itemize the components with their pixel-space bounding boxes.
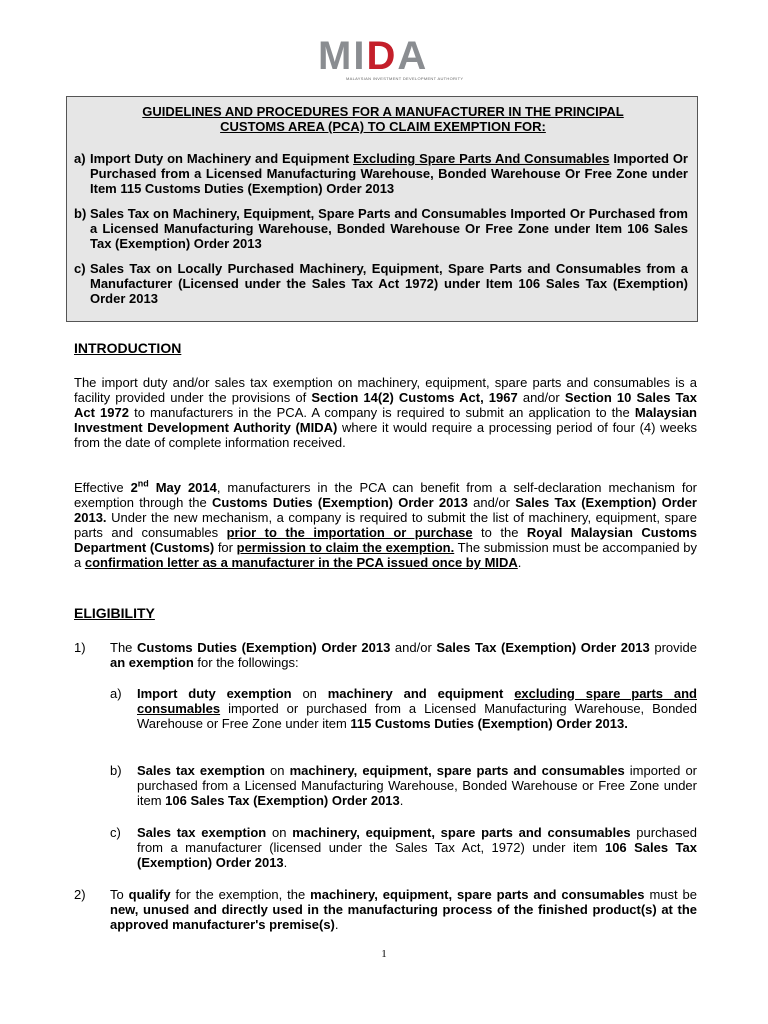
bold-underlined-text: confirmation letter as a manufacturer in the PCA issued once by MIDA — [84, 555, 518, 570]
text: for the followings: — [193, 655, 299, 670]
text: imported or purchased from a Licensed Manufacturing Warehouse, Bonded Warehouse or Free Zone under item — [137, 701, 697, 731]
text: provide — [649, 640, 697, 655]
box-item-text — [90, 151, 688, 196]
bold-text: Royal Malaysian Customs Department (Customs) — [74, 525, 697, 555]
text: . — [283, 855, 288, 870]
text: on — [291, 686, 328, 701]
bold-text: Sales tax exemption — [137, 763, 265, 778]
eligibility-sub-c-text — [137, 825, 697, 870]
eligibility-sub-b-label: b) — [110, 763, 122, 778]
ordinal-suffix: nd — [137, 478, 149, 489]
bold-text: machinery and equipment — [327, 686, 504, 701]
box-item-text-part: Imported Or Purchased from a Licensed Manufacturing Warehouse, Bonded Warehouse Or Free Zone under Item 115 Customs Duties (Exemption) Order 2013 — [90, 151, 688, 196]
box-title-line1: GUIDELINES AND PROCEDURES FOR A MANUFACTURER IN THE PRINCIPAL — [142, 104, 624, 119]
text: . — [399, 793, 404, 808]
mida-logo — [318, 34, 464, 84]
box-item-a — [74, 151, 688, 196]
logo-brand: MIDA — [318, 34, 429, 78]
box-item-label: c) — [74, 261, 86, 276]
guidelines-title-box — [66, 96, 698, 322]
bold-underlined-text: excluding spare parts and consumables — [137, 686, 697, 716]
bold-text: Customs Duties (Exemption) Order 2013 — [211, 495, 468, 510]
box-item-text: Sales Tax on Locally Purchased Machinery, Equipment, Spare Parts and Consumables from a Manufacturer (Licensed under the Sales Tax Act 1972) under Item 106 Sales Tax (Exemption) Order 2013 — [90, 261, 688, 306]
box-item-label: a) — [74, 151, 86, 166]
text: where it would require a processing period of four (4) weeks from the date of complete information received. — [74, 420, 697, 450]
bold-text: machinery, equipment, spare parts and consumables — [310, 887, 645, 902]
eligibility-sub-a-label: a) — [110, 686, 122, 701]
text: . — [517, 555, 522, 570]
bold-text: May 2014 — [148, 480, 217, 495]
bold-text: 115 Customs Duties (Exemption) Order 2013. — [350, 716, 628, 731]
bold-text: Import duty exemption — [137, 686, 292, 701]
text: to the — [472, 525, 527, 540]
text: imported or purchased from a Licensed Manufacturing Warehouse, Bonded Warehouse or Free Zone under item — [137, 763, 698, 808]
text: , manufacturers in the PCA can benefit from a self-declaration mechanism for exemption through the — [74, 480, 698, 510]
bold-text: Malaysian Investment Development Authority (MIDA) — [74, 405, 698, 435]
bold-text: machinery, equipment, spare parts and consumables — [289, 763, 625, 778]
text: for the exemption, the — [170, 887, 311, 902]
text: and/or — [467, 495, 516, 510]
text: Under the new mechanism, a company is required to submit the list of machinery, equipment, spare parts and consumables — [74, 510, 697, 540]
bold-text: qualify — [128, 887, 171, 902]
box-item-label: b) — [74, 206, 87, 221]
eligibility-item-1-text — [110, 640, 697, 670]
eligibility-item-1-number: 1) — [74, 640, 86, 655]
introduction-heading: INTRODUCTION — [74, 340, 182, 356]
bold-underlined-text: prior to the importation or purchase — [226, 525, 473, 540]
bold-text: an exemption — [110, 655, 194, 670]
bold-text: Sales Tax (Exemption) Order 2013. — [74, 495, 697, 525]
text: on — [266, 825, 293, 840]
bold-text: 106 Sales Tax (Exemption) Order 2013 — [137, 840, 697, 870]
bold-text: 106 Sales Tax (Exemption) Order 2013 — [165, 793, 400, 808]
text: and/or — [390, 640, 437, 655]
eligibility-sub-b-text — [137, 763, 697, 808]
bold-text: 2 — [130, 480, 138, 495]
bold-text: Sales Tax (Exemption) Order 2013 — [436, 640, 650, 655]
logo-tagline: MALAYSIAN INVESTMENT DEVELOPMENT AUTHORITY — [346, 76, 464, 81]
text: and/or — [517, 390, 565, 405]
text: The — [110, 640, 138, 655]
box-item-text-part: Import Duty on Machinery and Equipment — [90, 151, 354, 166]
logo-wordmark — [318, 36, 428, 76]
text: purchased from a manufacturer (licensed under the Sales Tax Act, 1972) under item — [137, 825, 698, 855]
text: Effective — [74, 480, 131, 495]
box-item-underlined: Excluding Spare Parts And Consumables — [353, 151, 610, 166]
bold-text: machinery, equipment, spare parts and consumables — [292, 825, 631, 840]
bold-text: Section 14(2) Customs Act, 1967 — [311, 390, 518, 405]
box-title-line2: CUSTOMS AREA (PCA) TO CLAIM EXEMPTION FOR: — [220, 119, 546, 134]
box-title — [67, 104, 699, 134]
text: to manufacturers in the PCA. A company is required to submit an application to the — [128, 405, 635, 420]
box-item-b — [74, 206, 688, 251]
box-item-c — [74, 261, 688, 306]
bold-text: Section 10 Sales Tax Act 1972 — [74, 390, 697, 420]
text: The submission must be accompanied by a — [74, 540, 697, 570]
eligibility-item-2-number: 2) — [74, 887, 86, 902]
introduction-paragraph-1 — [74, 375, 697, 450]
box-item-text: Sales Tax on Machinery, Equipment, Spare Parts and Consumables Imported Or Purchased from a Licensed Manufacturing Warehouse, Bonded Warehouse Or Free Zone under Item 106 Sales Tax (Exemption) Order 2013 — [90, 206, 688, 251]
page-number: 1 — [381, 948, 387, 960]
text: The import duty and/or sales tax exemption on machinery, equipment, spare parts and consumables is a facility provided under the provisions of — [74, 375, 697, 405]
introduction-paragraph-2 — [74, 480, 697, 570]
text: for — [214, 540, 237, 555]
bold-text: Customs Duties (Exemption) Order 2013 — [137, 640, 391, 655]
bold-text: new, unused and directly used in the manufacturing process of the finished product(s) at the approved manufacturer's premise(s) — [110, 902, 697, 932]
bold-text: Sales tax exemption — [137, 825, 267, 840]
text: on — [264, 763, 290, 778]
eligibility-item-2-text — [110, 887, 697, 932]
eligibility-sub-a-text — [137, 686, 697, 731]
text: . — [334, 917, 339, 932]
eligibility-heading: ELIGIBILITY — [74, 605, 155, 621]
text: To — [110, 887, 129, 902]
bold-underlined-text: permission to claim the exemption. — [236, 540, 455, 555]
eligibility-sub-c-label: c) — [110, 825, 121, 840]
text: must be — [644, 887, 698, 902]
text — [503, 686, 514, 701]
